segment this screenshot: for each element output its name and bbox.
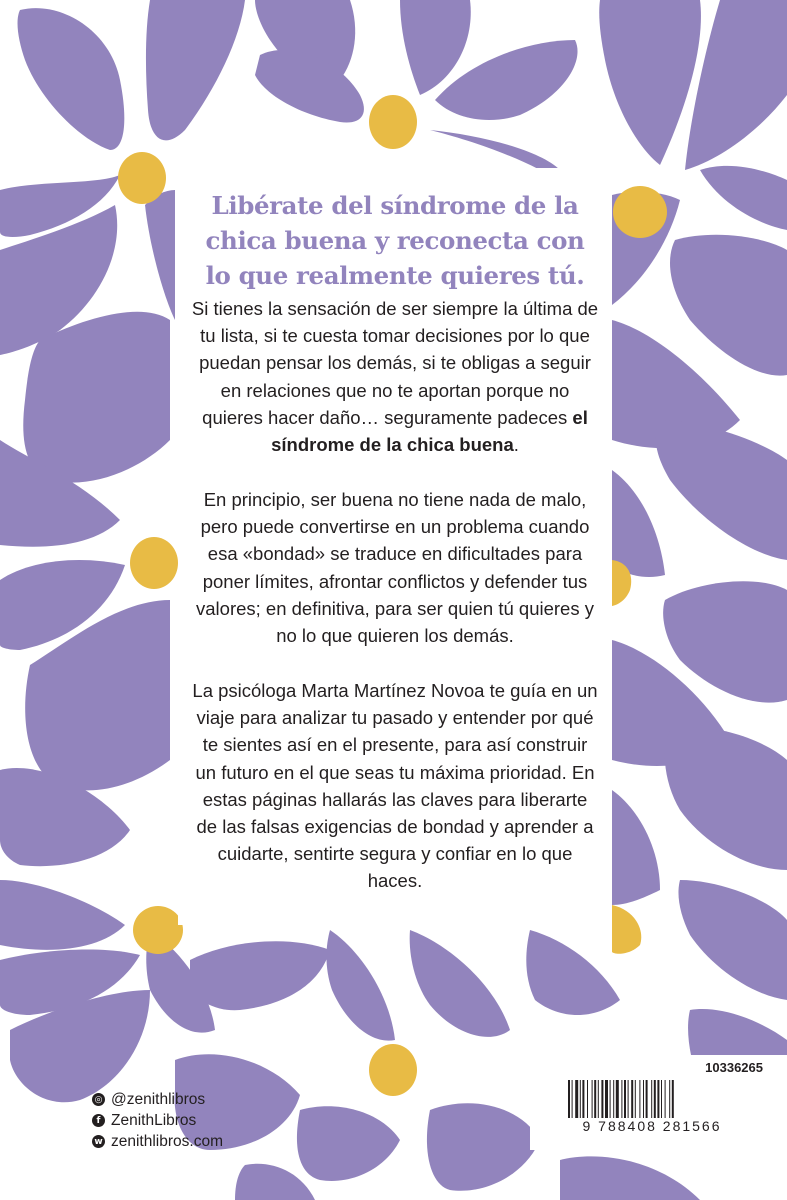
paragraph-1-bold: el síndrome de la chica buena [271,406,588,456]
social-website[interactable] [92,1132,223,1151]
website-icon: w [92,1135,105,1148]
paragraph-3: La psicóloga Marta Martínez Novoa te guía en un viaje para analizar tu pasado y entender por qué te sientes así en el presente, para así construir un futuro en el que seas tu máxima prioridad. En estas páginas hallarás las claves para liberarte de las falsas exigencias de bondad y aprender a cuidarte, sentirte segura y confiar en lo que haces. [192,680,598,892]
barcode-bar [616,1080,619,1118]
barcode-reference: 10336265 [705,1060,763,1075]
barcode-bar [610,1080,611,1118]
barcode-bar [672,1080,674,1118]
facebook-handle[interactable]: ZenithLibros [111,1111,197,1129]
barcode-bar [651,1080,652,1118]
barcode-bar [654,1080,656,1118]
barcode-bar [669,1080,670,1118]
paragraph-1-text: Si tienes la sensación de ser siempre la última de tu lista, si te cuesta tomar decisiones por lo que puedan pensar los demás, si te obligas a seguir en relaciones que no te aportan porque no quieres hacer daño… seguramente padeces [191,298,599,428]
headline: Libérate del síndrome de la chica buena y reconecta con lo que realmente quieres tú. [205,191,585,290]
barcode-bar [587,1080,588,1118]
barcode-area [530,1055,787,1150]
website-url[interactable]: zenithlibros.com [111,1132,223,1150]
barcode-bar [613,1080,614,1118]
barcode-bars [568,1080,760,1118]
barcode-bar [580,1080,581,1118]
barcode-bar [598,1080,599,1118]
barcode-bar [639,1080,640,1118]
social-instagram[interactable] [92,1090,223,1109]
barcode-bar [646,1080,648,1118]
barcode-bar [661,1080,662,1118]
barcode-bar [665,1080,666,1118]
barcode-bar [601,1080,603,1118]
instagram-icon: ◎ [92,1093,105,1106]
barcode-bar [631,1080,633,1118]
paragraph-1-end: . [513,434,519,456]
barcode-bar [657,1080,659,1118]
barcode-bar [621,1080,622,1118]
barcode-bar [628,1080,629,1118]
facebook-icon: f [92,1114,105,1127]
instagram-handle[interactable]: @zenithlibros [111,1090,206,1108]
barcode-bar [635,1080,636,1118]
barcode-bar [568,1080,570,1118]
social-links [92,1090,223,1153]
paragraph-2: En principio, ser buena no tiene nada de malo, pero puede convertirse en un problema cuando esa «bondad» se traduce en dificultades para poner límites, afrontar conflictos y defender tus valores; en definitiva, para ser quien tú quieres y no lo que quieren los demás. [196,489,594,647]
paragraph-1 [190,295,600,458]
barcode-number: 9 788408 281566 [582,1118,722,1134]
barcode-bar [582,1080,584,1118]
social-facebook[interactable] [92,1111,223,1130]
barcode-bar [605,1080,608,1118]
barcode-bar [643,1080,644,1118]
barcode-bar [572,1080,573,1118]
barcode-bar [592,1080,593,1118]
barcode-bar [624,1080,626,1118]
barcode-bar [575,1080,578,1118]
barcode-bar [594,1080,596,1118]
